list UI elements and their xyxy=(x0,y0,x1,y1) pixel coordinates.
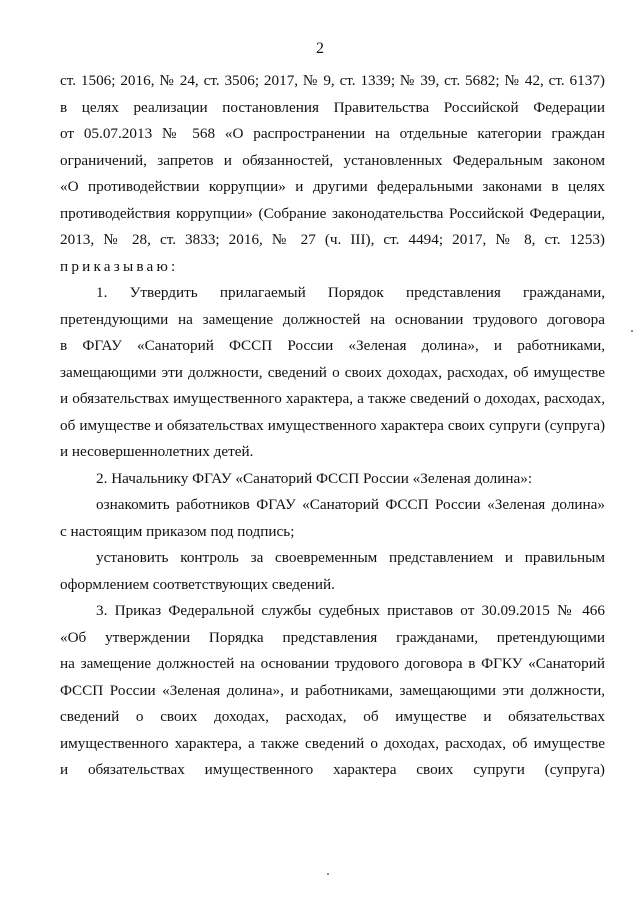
text-line: и несовершеннолетних детей. xyxy=(60,443,254,460)
text-line: ознакомить работников ФГАУ «Санаторий ФССП России «Зеленая долина» xyxy=(96,496,605,513)
text-line: ограничений, запретов и обязанностей, установленных Федеральным законом xyxy=(60,151,605,169)
text-line: 1. Утвердить прилагаемый Порядок представления гражданами, xyxy=(96,284,605,301)
text-line: приказываю: xyxy=(60,257,179,275)
text-line: «О противодействии коррупции» и другими федеральными законами в целях xyxy=(60,178,605,195)
scan-speck xyxy=(631,330,633,332)
text-line: на замещение должностей на основании трудового договора в ФГКУ «Санаторий xyxy=(60,655,605,672)
text-line: 2013, № 28, ст. 3833; 2016, № 27 (ч. III), ст. 4494; 2017, № 8, ст. 1253) xyxy=(60,231,605,248)
text-line: 2. Начальнику ФГАУ «Санаторий ФССП России «Зеленая долина»: xyxy=(96,469,533,487)
text-line: 3. Приказ Федеральной службы судебных приставов от 30.09.2015 № 466 xyxy=(96,602,605,619)
document-body xyxy=(60,68,605,784)
text-line: и обязательствах имущественного характера своих супруги (супруга) xyxy=(60,761,605,778)
text-line: замещающими эти должности, сведений о своих доходах, расходах, об имуществе xyxy=(60,363,605,381)
text-line: ст. 1506; 2016, № 24, ст. 3506; 2017, № 9, ст. 1339; № 39, ст. 5682; № 42, ст. 6137) xyxy=(60,72,605,89)
text-line: ФССП России «Зеленая долина», и работниками, замещающими эти должности, xyxy=(60,681,605,699)
text-line: и обязательствах имущественного характера, а также сведений о доходах, расходах, xyxy=(60,390,605,407)
page-number: 2 xyxy=(316,40,324,57)
text-line: имущественного характера, а также сведений о доходах, расходах, об имуществе xyxy=(60,734,605,752)
text-line: оформлением соответствующих сведений. xyxy=(60,575,335,593)
text-line: об имуществе и обязательствах имущественного характера своих супруги (супруга) xyxy=(60,416,605,434)
text-line: «Об утверждении Порядка представления гражданами, претендующими xyxy=(60,628,605,646)
scan-speck xyxy=(327,873,329,875)
text-line: в целях реализации постановления Правительства Российской Федерации xyxy=(60,98,605,116)
text-line: противодействия коррупции» (Собрание законодательства Российской Федерации, xyxy=(60,204,605,222)
text-line: в ФГАУ «Санаторий ФССП России «Зеленая долина», и работниками, xyxy=(60,337,605,354)
text-line: с настоящим приказом под подпись; xyxy=(60,522,295,540)
text-line: сведений о своих доходах, расходах, об имуществе и обязательствах xyxy=(60,708,605,725)
text-line: претендующими на замещение должностей на основании трудового договора xyxy=(60,310,605,328)
text-line: от 05.07.2013 № 568 «О распространении на отдельные категории граждан xyxy=(60,125,605,142)
text-line: установить контроль за своевременным представлением и правильным xyxy=(96,549,605,566)
